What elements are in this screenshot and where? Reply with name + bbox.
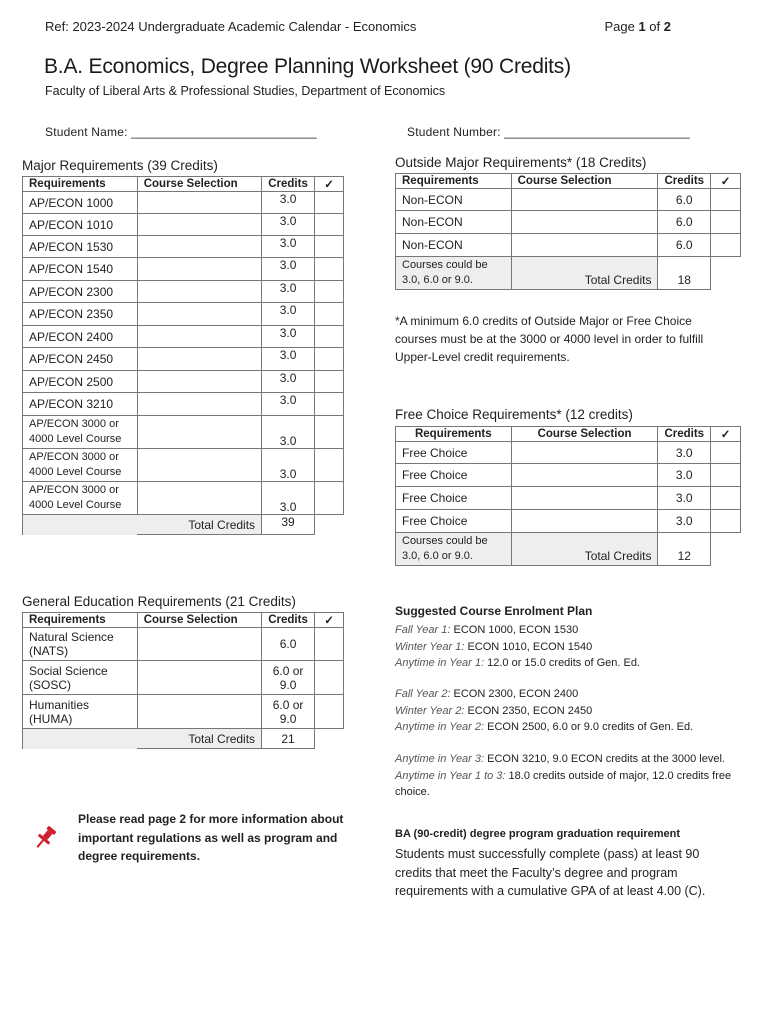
requirement-cell: AP/ECON 1540: [23, 258, 138, 281]
total-credits-value: 12: [658, 533, 711, 566]
total-tail: [315, 515, 344, 535]
graduation-heading: BA (90-credit) degree program graduation requirement: [395, 828, 681, 840]
page-title: B.A. Economics, Degree Planning Worksheet (90 Credits): [44, 55, 571, 78]
student-name-field[interactable]: Student Name: ___________________________: [45, 125, 317, 139]
course-selection-input[interactable]: [137, 214, 261, 236]
course-selection-input[interactable]: [137, 482, 261, 515]
course-selection-input[interactable]: [137, 348, 261, 371]
check-box[interactable]: [315, 236, 344, 258]
credits-cell: 3.0: [658, 487, 711, 510]
requirement-cell: Humanities (HUMA): [23, 695, 138, 729]
credits-cell: 3.0: [262, 214, 315, 236]
requirement-cell: Non-ECON: [396, 234, 512, 257]
check-box[interactable]: [711, 442, 741, 464]
plan-line: Anytime in Year 1 to 3: 18.0 credits outside of major, 12.0 credits free choice.: [395, 769, 732, 798]
check-box[interactable]: [711, 510, 741, 533]
total-tail: [315, 729, 344, 749]
plan-line: Fall Year 2: ECON 2300, ECON 2400: [395, 688, 579, 700]
course-selection-input[interactable]: [137, 281, 261, 303]
requirement-cell: Natural Science (NATS): [23, 628, 138, 661]
total-credits-value: 18: [658, 257, 711, 290]
table-row: [23, 303, 344, 326]
requirement-cell: Non-ECON: [396, 189, 512, 211]
check-box[interactable]: [315, 192, 344, 214]
credits-cell: 3.0: [262, 348, 315, 371]
col-course-selection: Course Selection: [137, 177, 261, 192]
requirement-cell: AP/ECON 2300: [23, 281, 138, 303]
course-selection-input[interactable]: [137, 371, 261, 393]
check-box[interactable]: [315, 326, 344, 348]
credits-cell: 6.0: [658, 189, 711, 211]
course-selection-input[interactable]: [137, 258, 261, 281]
credits-cell: 3.0: [658, 442, 711, 464]
total-credits-value: 21: [262, 729, 315, 749]
requirement-cell: AP/ECON 2450: [23, 348, 138, 371]
plan-group-1: [395, 622, 735, 672]
table-row: [396, 510, 741, 533]
check-box[interactable]: [315, 214, 344, 236]
table-row: [23, 393, 344, 416]
page-indicator: [604, 19, 671, 34]
gened-table: [22, 612, 344, 749]
free-table: [395, 426, 741, 566]
gened-heading: General Education Requirements (21 Credits): [22, 594, 296, 609]
table-row: [23, 371, 344, 393]
total-label: Total Credits: [511, 257, 658, 290]
plan-group-3: [395, 751, 735, 801]
check-box[interactable]: [711, 464, 741, 487]
requirement-cell: AP/ECON 2400: [23, 326, 138, 348]
credits-cell: 6.0: [262, 628, 315, 661]
requirement-cell: Free Choice: [396, 487, 512, 510]
requirement-cell: AP/ECON 2500: [23, 371, 138, 393]
requirement-cell: AP/ECON 1000: [23, 192, 138, 214]
outside-table: [395, 173, 741, 290]
check-box[interactable]: [315, 371, 344, 393]
table-row: [396, 234, 741, 257]
table-row: [23, 416, 344, 449]
check-box[interactable]: [315, 348, 344, 371]
col-credits: Credits: [262, 177, 315, 192]
course-selection-input[interactable]: [137, 393, 261, 416]
total-row: [396, 533, 741, 566]
course-selection-input[interactable]: [137, 661, 261, 695]
col-credits: Credits: [658, 174, 711, 189]
credits-cell: 3.0: [262, 192, 315, 214]
major-rows: [23, 192, 344, 535]
page-total: 2: [663, 19, 671, 34]
plan-line: Anytime in Year 3: ECON 3210, 9.0 ECON credits at the 3000 level.: [395, 753, 725, 765]
course-selection-input[interactable]: [511, 510, 658, 533]
course-selection-input[interactable]: [137, 303, 261, 326]
total-row: [396, 257, 741, 290]
checkmark-icon: ✓: [711, 174, 741, 189]
check-box[interactable]: [315, 281, 344, 303]
credits-cell: 6.0: [658, 234, 711, 257]
course-selection-input[interactable]: [511, 211, 658, 234]
check-box[interactable]: [315, 393, 344, 416]
table-row: [396, 442, 741, 464]
credits-cell: 3.0: [262, 416, 315, 449]
requirement-cell: Free Choice: [396, 510, 512, 533]
requirement-cell: Social Science (SOSC): [23, 661, 138, 695]
table-row: [23, 482, 344, 515]
total-label: Total Credits: [137, 729, 261, 749]
requirement-cell: Free Choice: [396, 442, 512, 464]
plan-line: Anytime in Year 1: 12.0 or 15.0 credits of Gen. Ed.: [395, 657, 641, 669]
table-row: [396, 211, 741, 234]
credits-cell: 6.0 or 9.0: [262, 695, 315, 729]
table-row: [23, 258, 344, 281]
check-box[interactable]: [315, 303, 344, 326]
requirement-cell: Non-ECON: [396, 211, 512, 234]
course-selection-input[interactable]: [137, 326, 261, 348]
course-selection-input[interactable]: [511, 487, 658, 510]
col-course-selection: Course Selection: [137, 613, 261, 628]
check-box[interactable]: [711, 189, 741, 211]
credits-cell: 3.0: [262, 281, 315, 303]
note-cell: Courses could be 3.0, 6.0 or 9.0.: [396, 257, 512, 290]
requirement-cell: AP/ECON 2350: [23, 303, 138, 326]
total-label: Total Credits: [511, 533, 658, 566]
check-box[interactable]: [315, 258, 344, 281]
col-credits: Credits: [658, 427, 711, 442]
table-row: [23, 628, 344, 661]
check-box[interactable]: [711, 211, 741, 234]
page-prefix: Page: [604, 19, 639, 34]
course-selection-input[interactable]: [511, 442, 658, 464]
note-cell: Courses could be 3.0, 6.0 or 9.0.: [396, 533, 512, 566]
requirement-cell: AP/ECON 3210: [23, 393, 138, 416]
outside-heading: Outside Major Requirements* (18 Credits): [395, 155, 647, 170]
total-spacer: [23, 729, 138, 749]
table-row: [23, 449, 344, 482]
free-rows: [396, 442, 741, 566]
course-selection-input[interactable]: [137, 695, 261, 729]
check-box[interactable]: [315, 416, 344, 449]
total-credits-value: 39: [262, 515, 315, 535]
requirement-cell: AP/ECON 3000 or 4000 Level Course: [23, 482, 138, 515]
check-box[interactable]: [711, 234, 741, 257]
check-box[interactable]: [711, 487, 741, 510]
table-row: [396, 487, 741, 510]
credits-cell: 3.0: [262, 449, 315, 482]
course-selection-input[interactable]: [137, 416, 261, 449]
major-heading: Major Requirements (39 Credits): [22, 158, 218, 173]
col-requirements: Requirements: [396, 174, 512, 189]
check-box[interactable]: [315, 628, 344, 661]
course-selection-input[interactable]: [137, 449, 261, 482]
requirement-cell: AP/ECON 3000 or 4000 Level Course: [23, 449, 138, 482]
course-selection-input[interactable]: [137, 236, 261, 258]
course-selection-input[interactable]: [511, 234, 658, 257]
credits-cell: 3.0: [262, 371, 315, 393]
plan-line: Anytime in Year 2: ECON 2500, 6.0 or 9.0 credits of Gen. Ed.: [395, 721, 694, 733]
major-table: [22, 176, 344, 535]
col-requirements: Requirements: [23, 177, 138, 192]
total-row: [23, 729, 344, 749]
table-row: [23, 236, 344, 258]
outside-rows: [396, 189, 741, 290]
col-course-selection: Course Selection: [511, 174, 658, 189]
gened-rows: [23, 628, 344, 749]
table-row: [396, 189, 741, 211]
table-row: [23, 348, 344, 371]
requirement-cell: Free Choice: [396, 464, 512, 487]
student-number-field[interactable]: Student Number: ___________________________: [407, 125, 690, 139]
credits-cell: 3.0: [262, 258, 315, 281]
page-subtitle: Faculty of Liberal Arts & Professional Studies, Department of Economics: [45, 84, 446, 98]
check-box[interactable]: [315, 661, 344, 695]
credits-cell: 6.0 or 9.0: [262, 661, 315, 695]
credits-cell: 6.0: [658, 211, 711, 234]
read-page-2-note: Please read page 2 for more information about important regulations as well as program and degree requirements.: [78, 812, 344, 863]
reference-line: Ref: 2023-2024 Undergraduate Academic Calendar - Economics: [45, 19, 417, 34]
credits-cell: 3.0: [262, 303, 315, 326]
total-label: Total Credits: [137, 515, 261, 535]
requirement-cell: AP/ECON 3000 or 4000 Level Course: [23, 416, 138, 449]
credits-cell: 3.0: [262, 393, 315, 416]
credits-cell: 3.0: [262, 326, 315, 348]
credits-cell: 3.0: [262, 482, 315, 515]
table-row: [23, 281, 344, 303]
credits-cell: 3.0: [262, 236, 315, 258]
graduation-text: Students must successfully complete (pass) at least 90 credits that meet the Faculty’s degree and program requirements with a cumulative GPA of at least 4.00 (C).: [395, 847, 706, 898]
pushpin-icon: [34, 825, 56, 851]
total-row: [23, 515, 344, 535]
col-credits: Credits: [262, 613, 315, 628]
checkmark-icon: ✓: [315, 613, 344, 628]
plan-heading: Suggested Course Enrolment Plan: [395, 604, 593, 618]
table-row: [23, 192, 344, 214]
course-selection-input[interactable]: [137, 192, 261, 214]
credits-cell: 3.0: [658, 464, 711, 487]
course-selection-input[interactable]: [511, 464, 658, 487]
course-selection-input[interactable]: [511, 189, 658, 211]
requirement-cell: AP/ECON 1010: [23, 214, 138, 236]
table-row: [23, 661, 344, 695]
check-box[interactable]: [315, 482, 344, 515]
col-requirements: Requirements: [23, 613, 138, 628]
course-selection-input[interactable]: [137, 628, 261, 661]
plan-group-2: [395, 686, 735, 736]
table-row: [396, 464, 741, 487]
checkmark-icon: ✓: [711, 427, 741, 442]
checkmark-icon: ✓: [315, 177, 344, 192]
table-row: [23, 695, 344, 729]
plan-line: Winter Year 2: ECON 2350, ECON 2450: [395, 704, 593, 717]
check-box[interactable]: [315, 449, 344, 482]
free-heading: Free Choice Requirements* (12 credits): [395, 407, 633, 422]
col-requirements: Requirements: [396, 427, 512, 442]
table-row: [23, 214, 344, 236]
plan-line: Winter Year 1: ECON 1010, ECON 1540: [395, 640, 593, 653]
table-row: [23, 326, 344, 348]
page-mid: of: [645, 19, 664, 34]
plan-line: Fall Year 1: ECON 1000, ECON 1530: [395, 624, 579, 636]
page-number: 1: [638, 19, 646, 34]
check-box[interactable]: [315, 695, 344, 729]
outside-footnote: *A minimum 6.0 credits of Outside Major or Free Choice courses must be at the 3000 or 4000 level in order to fulfill Upper-Level credit requirements.: [395, 314, 704, 364]
credits-cell: 3.0: [658, 510, 711, 533]
requirement-cell: AP/ECON 1530: [23, 236, 138, 258]
col-course-selection: Course Selection: [511, 427, 658, 442]
total-spacer: [23, 515, 138, 535]
